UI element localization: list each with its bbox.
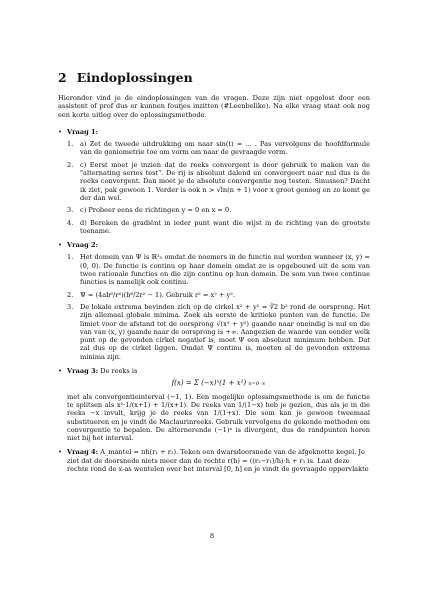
question-2-items <box>67 253 370 361</box>
list-item <box>67 140 370 157</box>
series-formula <box>67 379 370 388</box>
question-body: A_mantel = πh(r₁ + r₂). Teken een dwarsdoorsnede van de afgeknotte kegel. Je ziet dat de doorsnede niets meer dan de rechte r(h) = ((r₂−r₁)/h)·h + r₁ is. Laat deze rechte rond de x-as wentelen over het interval [0, h] en je vindt de gevraagde oppervlakte <box>67 448 369 473</box>
question-body: met als convergentieinterval (−1, 1). Een mogelijke oplossingsmethode is om de functie te splitsen als x²·1/(x+1) + 1/(x+1). De reeks van 1/(1−x) heb je gezien, dus als je in die reeks −x invult, krijg je de reeks van 1/(1+x). Die som kan je gewoon tweemaal substitueren en je vindt de Maclaurinreeks. Gebruik vervolgens de gekende methoden om convergentie te bepalen. De alternerende (−1)ⁿ is divergent, dus de randpunten horen niet bij het interval. <box>67 392 370 443</box>
item-text: c) Eerst moet je inzien dat de reeks convergent is door gebruik te maken van de "alternating series test". De rij is absoluut dalend en convergeert naar nul dus is de reeks convergent. Dan moet je de absolute convergentie nog testen. Sinussen? Dacht ik ziet, pak gewoon 1. Verder is ook n > √ln(n + 1) voor x groot genoeg en zo komt ge der dan wel. <box>80 160 370 202</box>
item-number: 1. <box>67 140 74 149</box>
section-heading <box>58 70 370 85</box>
list-item <box>67 206 370 214</box>
item-number: 2. <box>67 290 74 299</box>
item-number: 1. <box>67 253 74 262</box>
formula-text: f(x) = Σ (−x)ⁿ(1 + x²) <box>171 379 247 388</box>
item-text: c) Probeer eens de richtingen y = 0 en x = 0. <box>80 206 232 215</box>
section-number: 2 <box>58 70 67 85</box>
question-2 <box>58 241 370 361</box>
item-number: 2. <box>67 160 74 169</box>
item-text: De lokale extrema bevinden zich op de cirkel x² + y² = ∛2 b² rond de oorsprong. Het zijn allemaal globale minima. Zoek als eerste de kritieke punten van de functie. De limiet voor de afstand tot de oorsprong √(x² + y²) gaande naar oneindig is nul en die van van (x, y) gaande naar de oorsprong is +∞. Aangezien de waarde van eender welk punt op de gevonden cirkel negatief is, moet Ψ een absoluut minimum hebben. Dat zal dus op de cirkel liggen. Omdat Ψ continu is, moeten al de gevonden extrema minima zijn. <box>80 302 370 361</box>
question-title: Vraag 2: <box>67 241 99 250</box>
list-item <box>67 303 370 361</box>
item-number: 4. <box>67 218 74 227</box>
question-lead: De reeks is <box>100 367 138 376</box>
page-number: 8 <box>209 532 215 540</box>
formula-lower-bound: n=0 <box>248 381 259 388</box>
intro-paragraph: Hieronder vind je de eindoplossingen van de vragen. Deze zijn niet opgelost door een assistent of prof dus er kunnen foutjes inzitten (#Leenbelike). Na elke vraag staat ook nog een korte uitleg over de oplossingsmethode. <box>58 94 370 119</box>
item-number: 3. <box>67 302 74 311</box>
item-text: a) Zet de tweede uitdrukking om naar sin(t) = ... . Pas vervolgens de hoofdformule van de goniometrie toe om vorm om naar de gevraagde vorm. <box>80 140 370 157</box>
item-text: Ψ = (4ab⁶/r⁴)(b⁶/2r² − 1). Gebruik r² = x² + y². <box>80 290 236 299</box>
list-item <box>67 161 370 202</box>
section-title: Eindoplossingen <box>76 70 193 85</box>
list-item <box>67 253 370 286</box>
document-page <box>58 70 370 479</box>
question-1-items <box>67 140 370 235</box>
list-item <box>67 219 370 236</box>
question-title: Vraag 1: <box>67 127 99 136</box>
question-title: Vraag 3: <box>67 367 99 376</box>
item-text: d) Bereken de gradiënt in ieder punt want die wijst in de richting van de grootste toename. <box>80 218 370 235</box>
questions-list <box>58 128 370 473</box>
item-number: 3. <box>67 206 74 215</box>
question-1 <box>58 128 370 235</box>
formula-upper-bound: ∞ <box>261 381 266 388</box>
question-4 <box>58 448 370 473</box>
item-text: Het domein van Ψ is ℝ²₀ omdat de noemers in de functie nul worden wanneer (x, y) = (0, 0). De functie is continu op haar domein omdat ze is opgebouwd uit de som van twee rationale functies en die zijn continu op hun domein. De som van twee continue functies is namelijk ook continu. <box>80 253 370 287</box>
question-title: Vraag 4: <box>67 448 99 457</box>
question-3 <box>58 367 370 442</box>
list-item <box>67 291 370 299</box>
